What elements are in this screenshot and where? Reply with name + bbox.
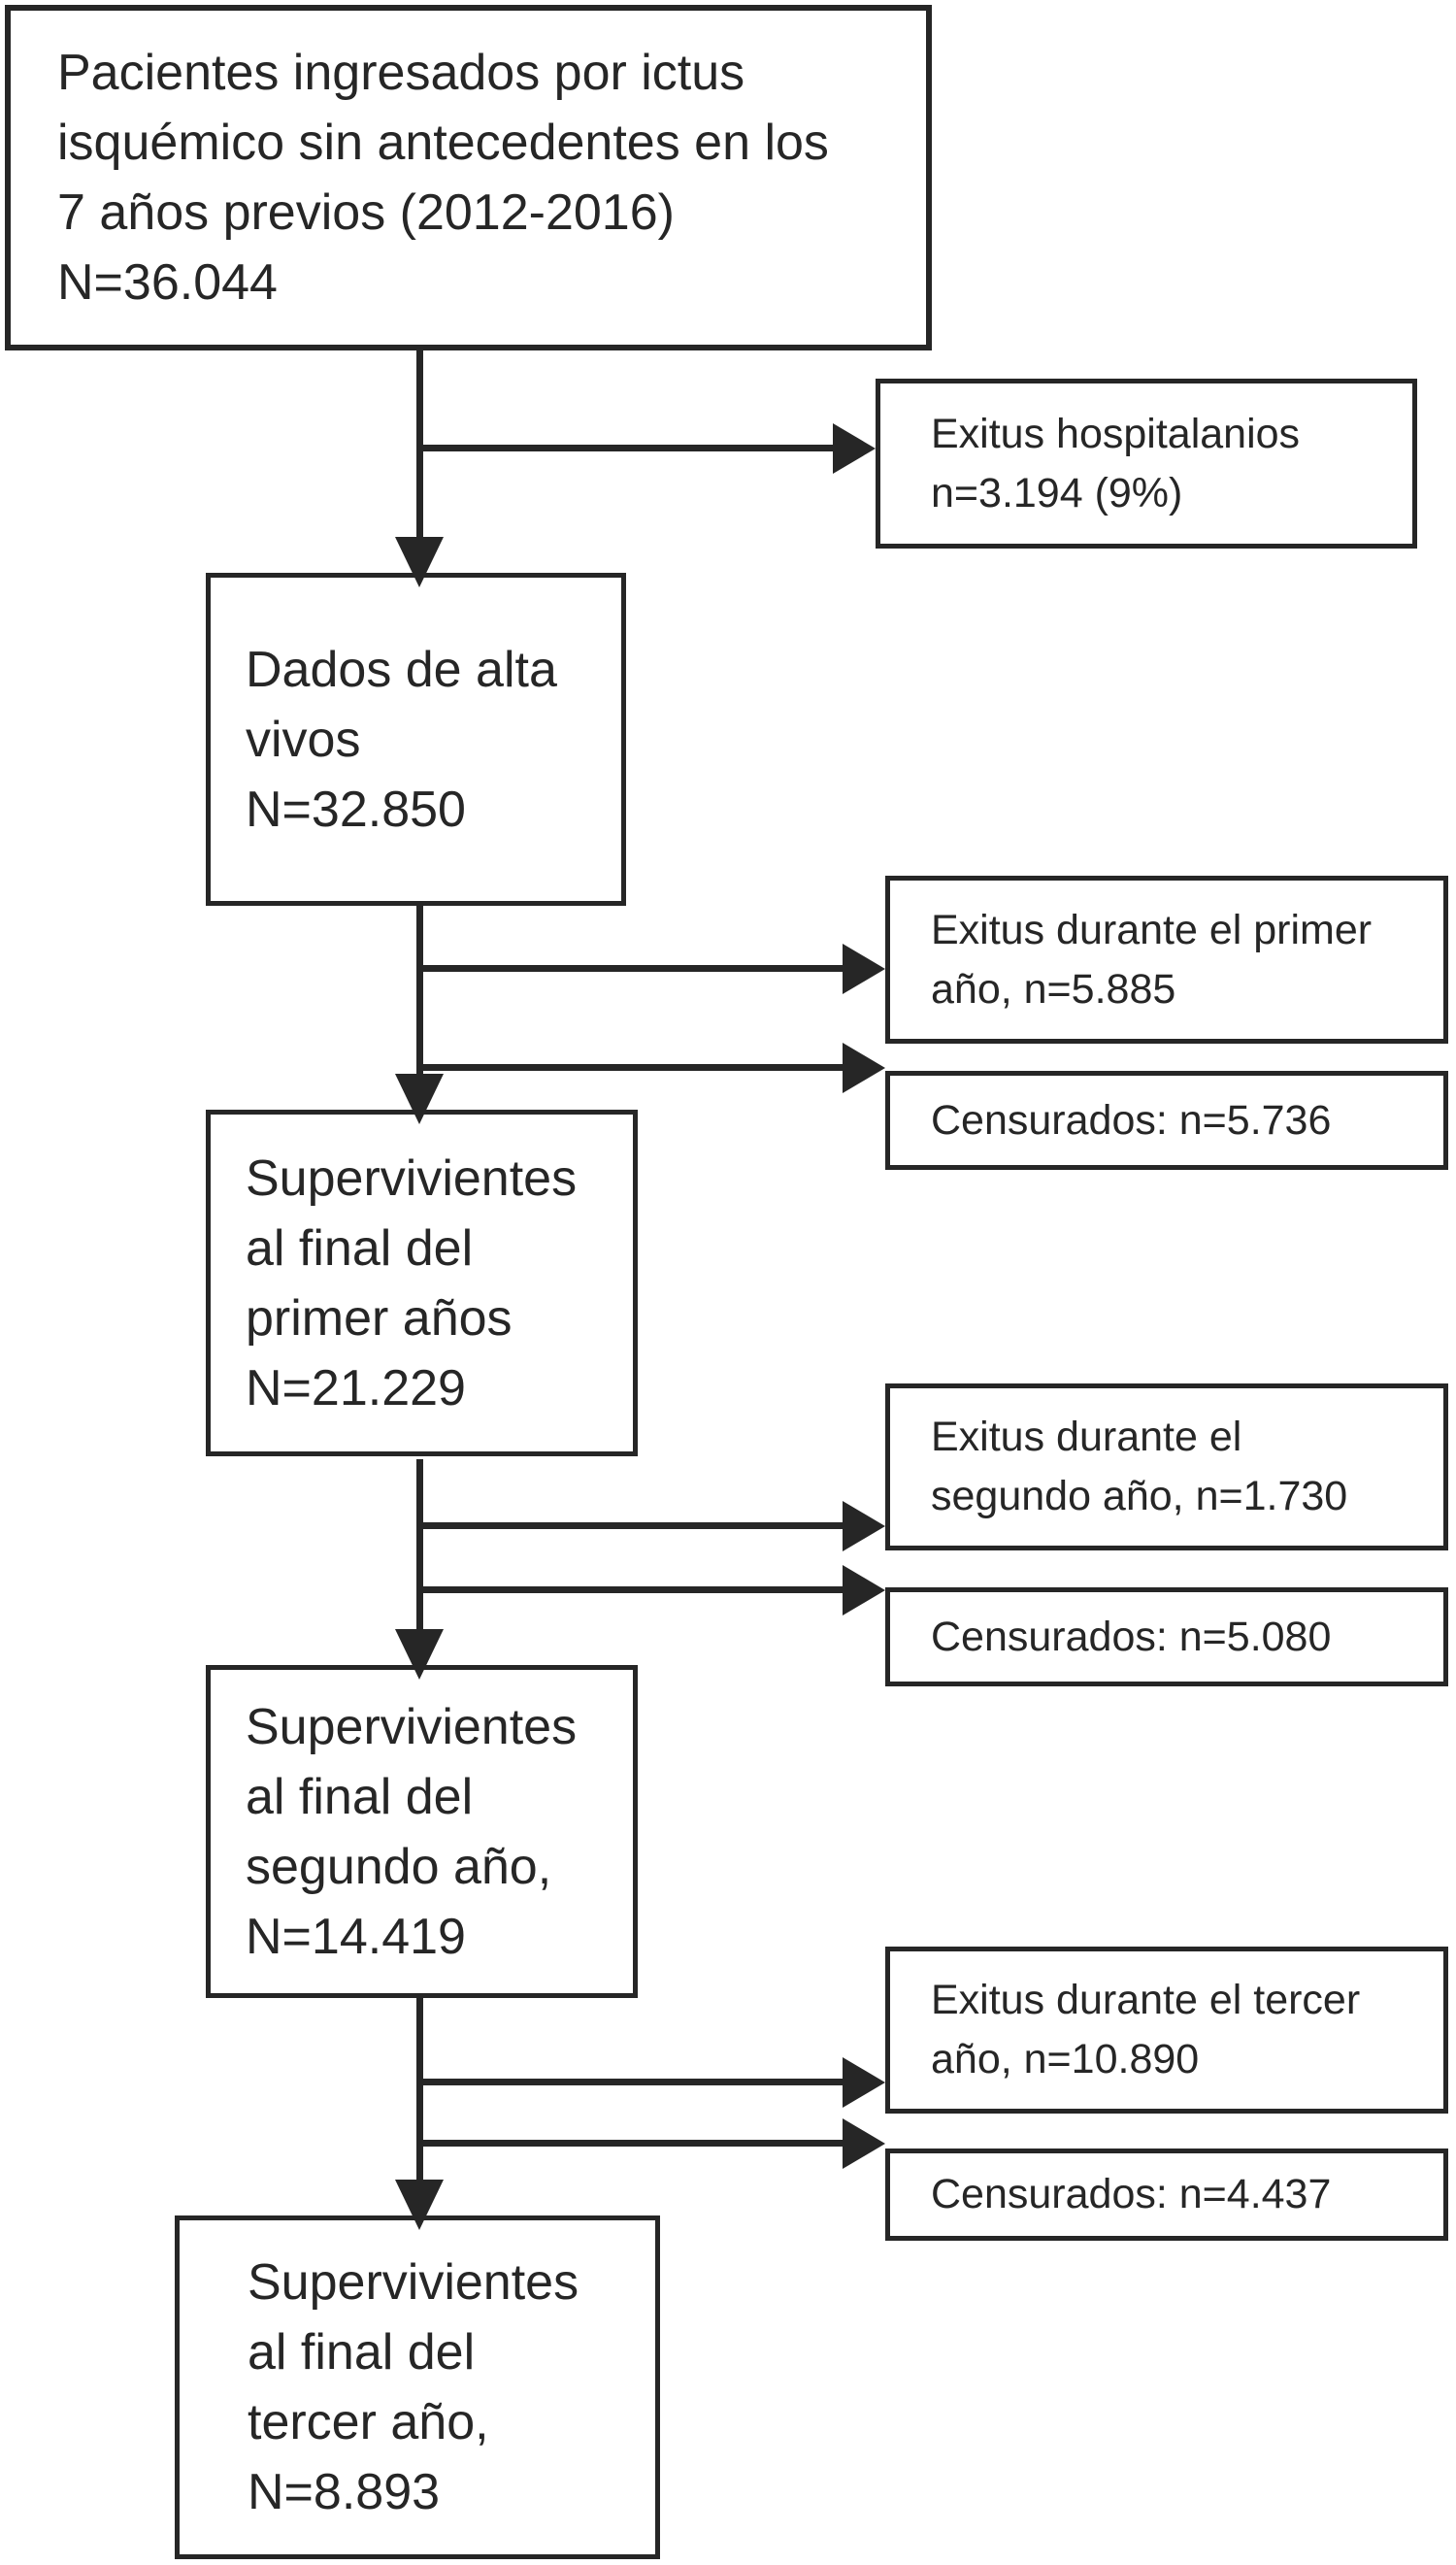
connector-vertical-1 bbox=[416, 350, 423, 537]
node-text-line: año, n=5.885 bbox=[931, 965, 1176, 1013]
node-discharged-alive bbox=[206, 573, 626, 906]
node-text-line: N=8.893 bbox=[248, 2464, 441, 2520]
connector-branch-exitus-year1 bbox=[419, 965, 843, 972]
node-text-line: isquémico sin antecedentes en los bbox=[57, 115, 829, 171]
node-text-line: Supervivientes bbox=[248, 2254, 579, 2311]
node-survivors-year1 bbox=[206, 1110, 638, 1456]
node-text-line: año, n=10.890 bbox=[931, 2036, 1200, 2082]
arrowhead-right-icon bbox=[843, 944, 885, 994]
node-censored-year2 bbox=[885, 1587, 1448, 1686]
arrowhead-right-icon bbox=[843, 1565, 885, 1616]
connector-branch-exitus-year3 bbox=[419, 2079, 843, 2085]
node-text-line: al final del bbox=[246, 1219, 474, 1277]
node-text-line: segundo año, n=1.730 bbox=[931, 1473, 1348, 1519]
arrowhead-down-icon bbox=[395, 1629, 444, 1680]
node-text-line: Exitus durante el primer bbox=[931, 906, 1373, 953]
connector-vertical-3 bbox=[416, 1459, 423, 1636]
node-text-line: Dados de alta bbox=[246, 641, 557, 698]
node-text-line: N=21.229 bbox=[246, 1359, 466, 1416]
node-text-line: Exitus hospitalanios bbox=[931, 410, 1301, 457]
node-text-line: N=36.044 bbox=[57, 254, 278, 311]
node-survivors-year2 bbox=[206, 1665, 638, 1998]
connector-branch-censored-year2 bbox=[419, 1586, 843, 1593]
node-text-line: Exitus durante el tercer bbox=[931, 1977, 1361, 2023]
node-text-line: Exitus durante el bbox=[931, 1414, 1242, 1460]
node-censored-year1 bbox=[885, 1071, 1448, 1170]
node-text-line: Pacientes ingresados por ictus bbox=[57, 45, 745, 101]
arrowhead-right-icon bbox=[843, 2118, 885, 2169]
node-text-line: Censurados: n=5.080 bbox=[931, 1613, 1332, 1660]
node-exitus-year3 bbox=[885, 1947, 1448, 2114]
arrowhead-down-icon bbox=[395, 537, 444, 587]
node-text-line: segundo año, bbox=[246, 1838, 552, 1895]
node-text-line: Censurados: n=4.437 bbox=[931, 2171, 1332, 2217]
node-text-line: al final del bbox=[248, 2324, 476, 2381]
node-text-line: Censurados: n=5.736 bbox=[931, 1096, 1332, 1144]
node-text-line: tercer año, bbox=[248, 2394, 489, 2450]
node-exitus-year1 bbox=[885, 876, 1448, 1044]
connector-vertical-2 bbox=[416, 906, 423, 1081]
node-text-line: N=32.850 bbox=[246, 781, 466, 838]
node-text-line: primer años bbox=[246, 1289, 513, 1347]
node-text-line: Supervivientes bbox=[246, 1698, 578, 1755]
node-source-population bbox=[5, 5, 932, 350]
node-text-line: vivos bbox=[246, 711, 361, 768]
arrowhead-right-icon bbox=[843, 2057, 885, 2108]
node-text-line: n=3.194 (9%) bbox=[931, 469, 1183, 516]
connector-branch-censored-year1 bbox=[419, 1064, 843, 1071]
node-text-line: 7 años previos (2012-2016) bbox=[57, 184, 675, 241]
node-exitus-hospital bbox=[876, 379, 1417, 549]
node-text-line: Supervivientes bbox=[246, 1149, 578, 1207]
node-survivors-year3 bbox=[175, 2215, 660, 2559]
arrowhead-right-icon bbox=[843, 1501, 885, 1551]
connector-branch-exitus-year2 bbox=[419, 1522, 843, 1529]
node-censored-year3 bbox=[885, 2149, 1448, 2241]
connector-vertical-4 bbox=[416, 1998, 423, 2184]
arrowhead-right-icon bbox=[843, 1043, 885, 1093]
node-text-line: al final del bbox=[246, 1768, 474, 1825]
arrowhead-down-icon bbox=[395, 1074, 444, 1124]
arrowhead-right-icon bbox=[833, 423, 876, 474]
arrowhead-down-icon bbox=[395, 2180, 444, 2230]
node-text-line: N=14.419 bbox=[246, 1908, 466, 1965]
node-exitus-year2 bbox=[885, 1383, 1448, 1550]
connector-branch-exitus-hospital bbox=[419, 445, 835, 451]
connector-branch-censored-year3 bbox=[419, 2140, 843, 2147]
